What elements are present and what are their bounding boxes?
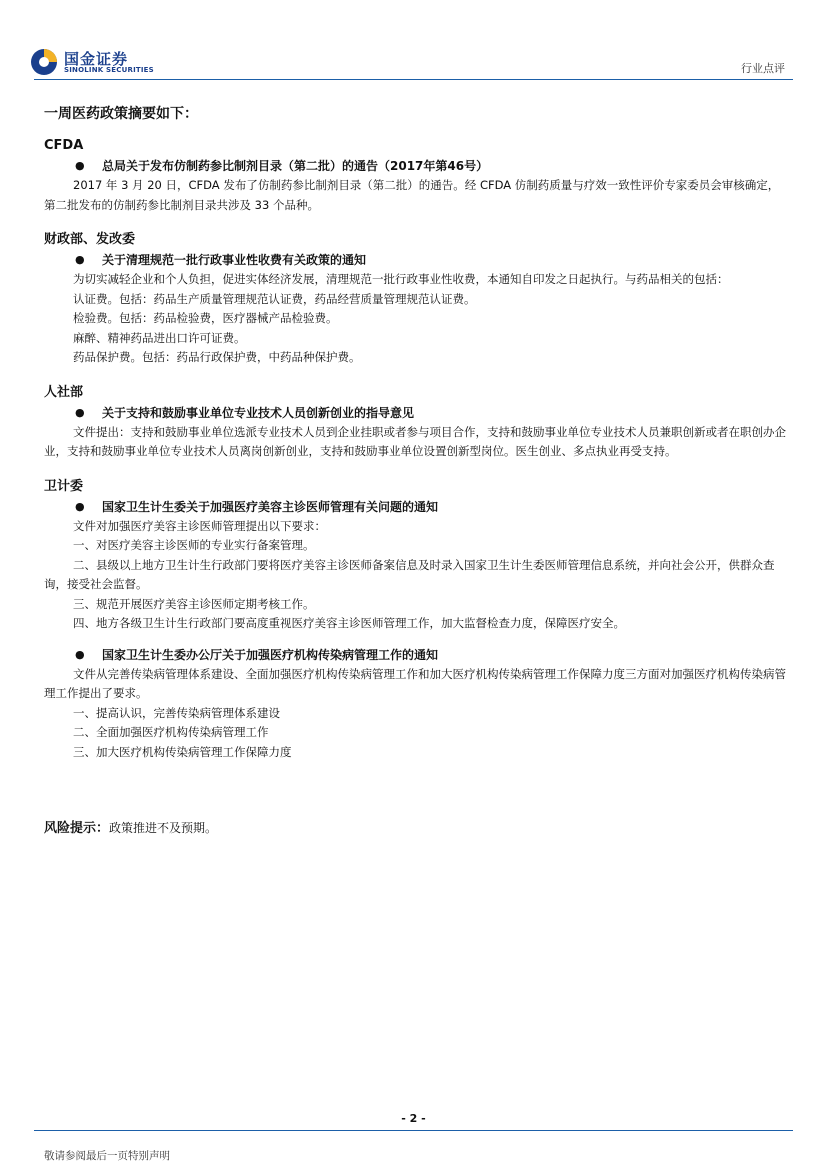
risk-text: 政策推进不及预期。 [109, 821, 218, 835]
policy-paragraph: 文件从完善传染病管理体系建设、全面加强医疗机构传染病管理工作和加大医疗机构传染病管理工作保障力度三方面对加强医疗机构传染病管理工作提出了要求。 [44, 666, 786, 700]
policy-line: 一、提高认识，完善传染病管理体系建设 [73, 705, 280, 720]
policy-paragraph: 为切实减轻企业和个人负担，促进实体经济发展，清理规范一批行政事业性收费，本通知自印发之日起执行。与药品相关的包括： [73, 272, 729, 286]
summary-title: 一周医药政策摘要如下： [44, 106, 198, 122]
policy-paragraph: 二、县级以上地方卫生计生行政部门要将医疗美容主诊医师备案信息及时录入国家卫生计生委医师管理信息系统，并向社会公开，供群众查询，接受社会监督。 [44, 557, 775, 591]
policy-item-title-text: 关于清理规范一批行政事业性收费有关政策的通知 [102, 253, 367, 267]
section-title-mof-ndrc: 财政部、发改委 [44, 232, 136, 247]
policy-line: 文件对加强医疗美容主诊医师管理提出以下要求： [73, 518, 326, 533]
policy-line: 一、对医疗美容主诊医师的专业实行备案管理。 [73, 538, 315, 552]
bullet-icon: ● [75, 499, 85, 513]
policy-line: 二、全面加强医疗机构传染病管理工作 [73, 725, 269, 739]
logo-text-en: SINOLINK SECURITIES [64, 66, 154, 74]
policy-item-title [44, 250, 790, 270]
policy-item-title-text: 关于支持和鼓励事业单位专业技术人员创新创业的指导意见 [102, 405, 415, 420]
policy-paragraph: 文件提出：支持和鼓励事业单位选派专业技术人员到企业挂职或者参与项目合作，支持和鼓励事业单位专业技术人员兼职创新或者在职创办企业，支持和鼓励事业单位专业技术人员离岗创新创业，支持和鼓励事业单位设置创新型岗位。医生创业、多点执业再受支持。 [44, 424, 786, 458]
policy-line: 认证费。包括：药品生产质量管理规范认证费，药品经营质量管理规范认证费。 [73, 291, 476, 306]
policy-item-title-text: 总局关于发布仿制药参比制剂目录（第二批）的通告（2017年第46号） [102, 159, 489, 173]
footer-disclaimer: 敬请参阅最后一页特别声明 [44, 1150, 170, 1162]
policy-item-title-text: 国家卫生计生委办公厅关于加强医疗机构传染病管理工作的通知 [102, 647, 439, 662]
policy-item-title [44, 497, 790, 517]
logo-text-cn: 国金证券 [64, 50, 129, 68]
policy-item-title [44, 645, 790, 665]
main-content [44, 96, 790, 839]
policy-line: 四、地方各级卫生计生行政部门要高度重视医疗美容主诊医师管理工作，加大监督检查力度，保障医疗安全。 [73, 616, 625, 630]
section-title-cfda: CFDA [44, 138, 84, 153]
sinolink-logo-icon [30, 48, 58, 76]
policy-item-title [44, 156, 790, 176]
company-logo [30, 46, 160, 78]
bullet-icon: ● [75, 253, 85, 266]
section-title-mohrss: 人社部 [44, 384, 84, 400]
policy-line: 药品保护费。包括：药品行政保护费，中药品种保护费。 [73, 350, 361, 364]
section-title-nhfpc: 卫计委 [44, 478, 84, 494]
policy-line: 三、规范开展医疗美容主诊医师定期考核工作。 [73, 596, 315, 611]
bullet-icon: ● [75, 159, 85, 172]
footer-divider [34, 1130, 793, 1131]
risk-label: 风险提示： [44, 821, 110, 836]
report-category: 行业点评 [741, 62, 785, 75]
policy-line: 麻醉、精神药品进出口许可证费。 [73, 330, 246, 345]
policy-item-title-text: 国家卫生计生委关于加强医疗美容主诊医师管理有关问题的通知 [102, 499, 439, 514]
policy-line: 检验费。包括：药品检验费，医疗器械产品检验费。 [73, 311, 338, 325]
policy-item-title [44, 403, 790, 423]
policy-line: 三、加大医疗机构传染病管理工作保障力度 [73, 744, 292, 759]
header-divider [34, 79, 793, 80]
bullet-icon: ● [75, 647, 85, 661]
page-number: - 2 - [401, 1112, 426, 1125]
risk-warning [44, 818, 790, 839]
policy-paragraph: 2017 年 3 月 20 日，CFDA 发布了仿制药参比制剂目录（第二批）的通告。经 CFDA 仿制药质量与疗效一致性评价专家委员会审核确定，第二批发布的仿制药参比制剂目录共涉及 33 个品种。 [44, 178, 780, 212]
bullet-icon: ● [75, 405, 85, 419]
